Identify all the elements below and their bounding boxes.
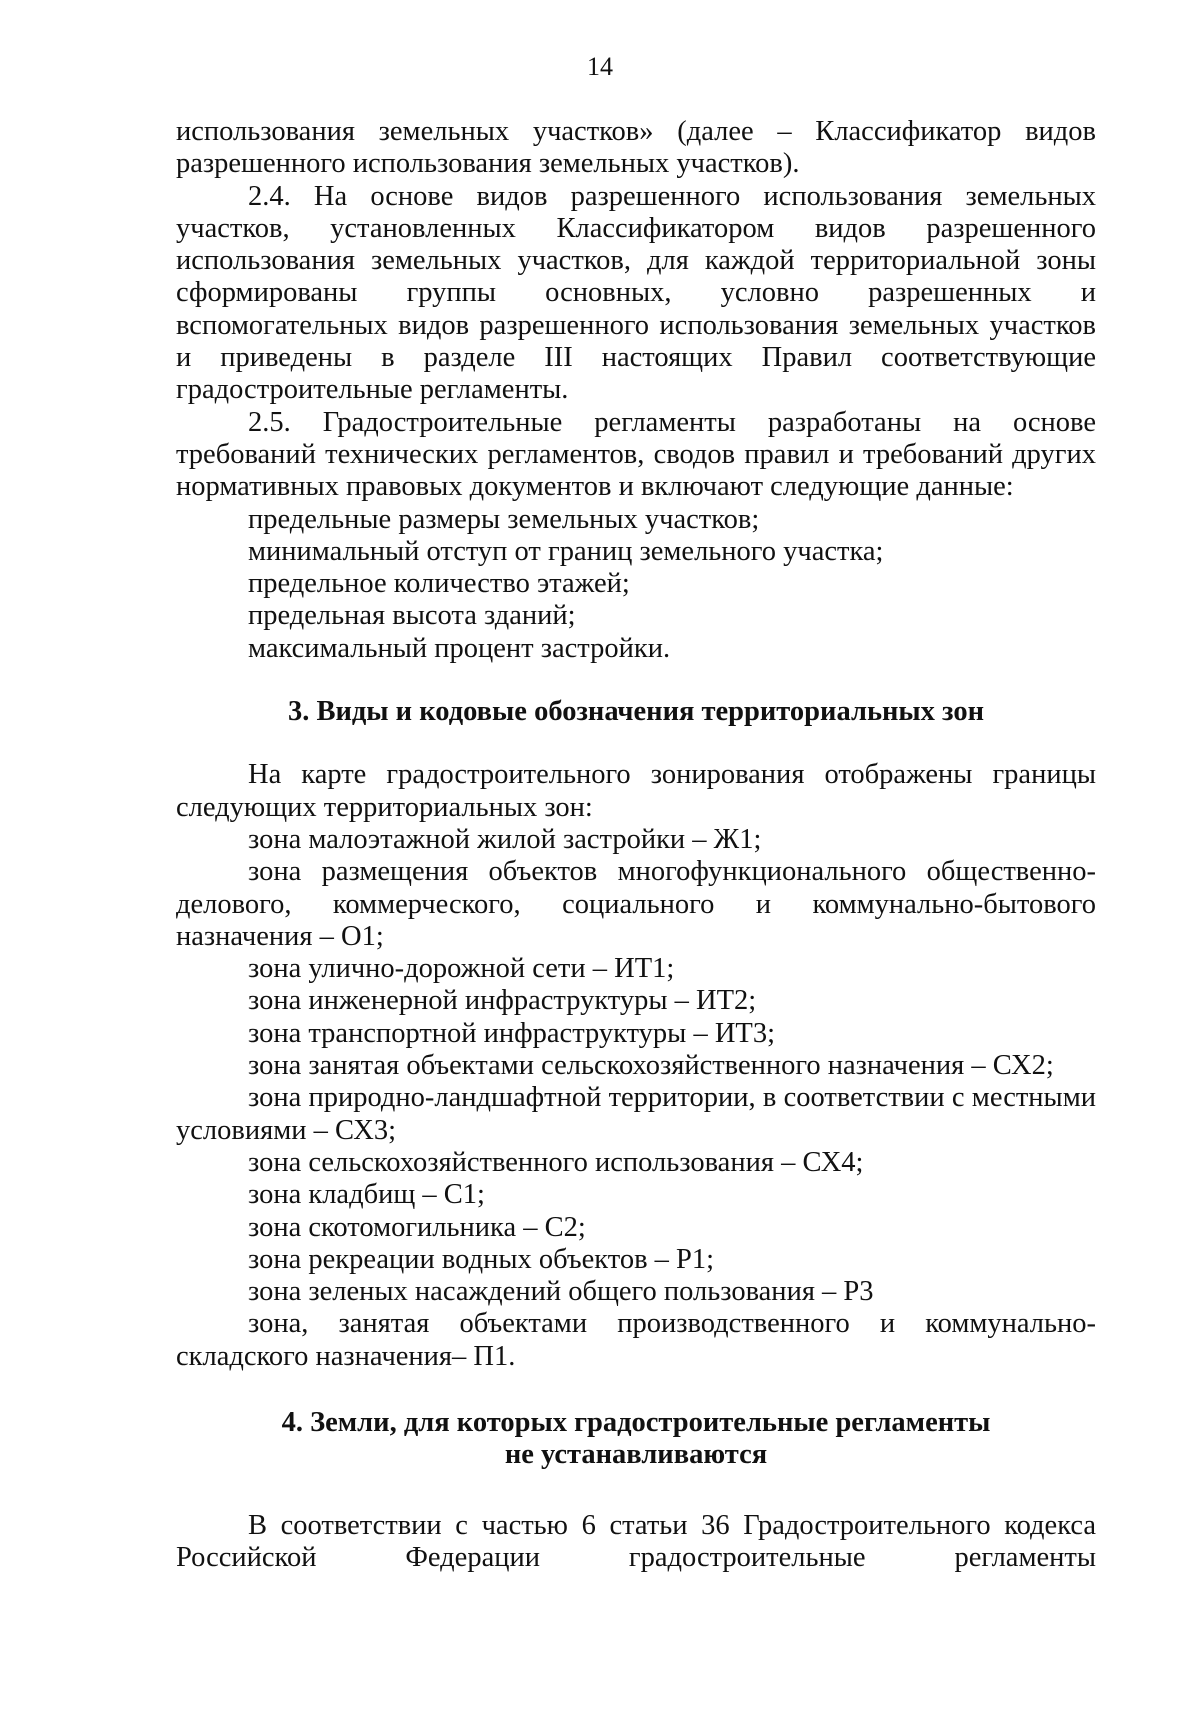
paragraph-continuation: использования земельных участков» (далее – Классификатор видов разрешенного использования земельных участков).: [176, 116, 1096, 180]
section-3-heading: 3. Виды и кодовые обозначения территориальных зон: [287, 696, 985, 728]
paragraph-2-5: 2.5. Градостроительные регламенты разработаны на основе требований технических регламентов, сводов правил и требований других нормативных правовых документов и включают следующие данные:: [176, 406, 1096, 503]
zone-item: зона рекреации водных объектов – Р1;: [248, 1243, 715, 1275]
zone-item: зона транспортной инфраструктуры – ИТ3;: [248, 1017, 775, 1049]
document-body: [176, 116, 1096, 1574]
zone-item: зона скотомогильника – С2;: [248, 1211, 586, 1243]
zone-item: зона сельскохозяйственного использования – СХ4;: [248, 1146, 864, 1178]
zone-item: зона размещения объектов многофункционального общественно-делового, коммерческого, социального и коммунально-бытового назначения – О1;: [176, 856, 1096, 952]
list-item: предельные размеры земельных участков;: [248, 503, 760, 535]
section-4-text: В соответствии с частью 6 статьи 36 Градостроительного кодекса Российской Федерации градостроительные регламенты: [176, 1509, 1096, 1573]
zone-item: зона улично-дорожной сети – ИТ1;: [248, 953, 675, 985]
list-item: предельная высота зданий;: [248, 600, 576, 632]
regulation-data-list: [176, 504, 1096, 665]
page-number: 14: [587, 52, 613, 81]
zone-item: зона кладбищ – С1;: [248, 1179, 485, 1211]
zone-item: зона занятая объектами сельскохозяйственного назначения – СХ2;: [248, 1050, 1054, 1082]
paragraph-2-4: 2.4. На основе видов разрешенного использования земельных участков, установленных Классификатором видов разрешенного использования земельных участков, для каждой территориальной зоны сформированы группы основных, условно разрешенных и вспомогательных видов разрешенного использования земельных участков и приведены в разделе III настоящих Правил соответствующие градостроительные регламенты.: [176, 180, 1096, 406]
zone-item: зона, занятая объектами производственного и коммунально-складского назначения– П1.: [176, 1308, 1096, 1372]
section-3-intro: На карте градостроительного зонирования отображены границы следующих территориальных зон:: [176, 759, 1096, 823]
zone-list: [176, 824, 1096, 1373]
list-item: минимальный отступ от границ земельного участка;: [248, 535, 884, 567]
zone-item: зона инженерной инфраструктуры – ИТ2;: [248, 985, 757, 1017]
list-item: максимальный процент застройки.: [248, 632, 671, 664]
zone-item: зона природно-ландшафтной территории, в соответствии с местными условиями – СХ3;: [176, 1082, 1096, 1146]
zone-item: зона малоэтажной жилой застройки – Ж1;: [248, 823, 762, 855]
list-item: предельное количество этажей;: [248, 568, 630, 600]
section-4-heading-line-2: не устанавливаются: [504, 1439, 768, 1471]
section-4-heading-line-1: 4. Земли, для которых градостроительные регламенты: [281, 1406, 991, 1438]
zone-item: зона зеленых насаждений общего пользования – Р3: [248, 1276, 874, 1308]
